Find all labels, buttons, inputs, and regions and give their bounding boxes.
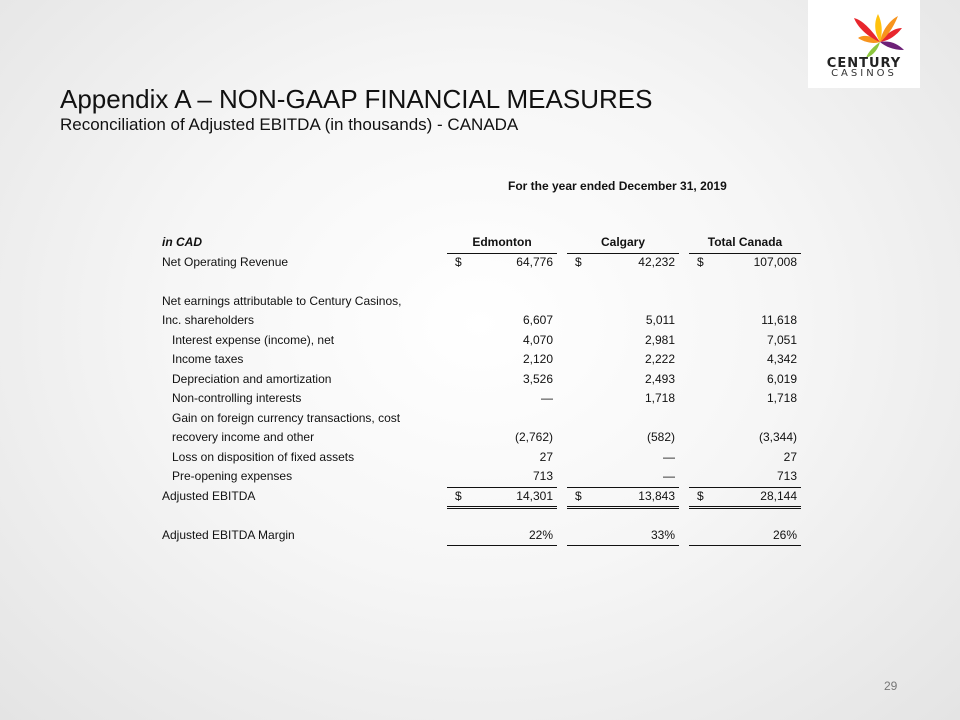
row-label: Depreciation and amortization: [172, 371, 332, 386]
cell-value: 3,526: [522, 371, 553, 386]
cell-value: 64,776: [516, 254, 553, 269]
cell-value: 33%: [650, 527, 675, 542]
cell-value: 11,618: [761, 313, 797, 327]
cell-value: 27: [539, 449, 553, 464]
currency-symbol: $: [575, 254, 582, 269]
cell-value: 107,008: [753, 254, 797, 269]
table-header-row: [162, 233, 802, 253]
cell-value: 713: [776, 469, 797, 483]
table-row-depreciation: [162, 370, 802, 390]
period-heading: For the year ended December 31, 2019: [508, 179, 727, 193]
row-label: Adjusted EBITDA Margin: [162, 527, 295, 542]
cell-value: 713: [532, 469, 553, 483]
logo-wordmark-casinos: CASINOS: [831, 68, 897, 79]
cell-value: 4,342: [766, 352, 797, 366]
row-label: Inc. shareholders: [162, 313, 255, 327]
cell-value: 1,718: [766, 391, 797, 405]
currency-label: in CAD: [162, 235, 202, 249]
cell-value: 2,120: [522, 352, 553, 366]
table-row-adjusted-ebitda: [162, 487, 802, 507]
currency-symbol: $: [575, 488, 582, 503]
cell-value: 42,232: [638, 254, 675, 269]
table-row-gain-fx-line1: [162, 409, 802, 429]
cell-value: 1,718: [644, 391, 675, 405]
cell-value: —: [663, 469, 675, 483]
table-row-loss-disposition: [162, 448, 802, 468]
cell-value: 26%: [772, 527, 797, 542]
cell-value: 2,493: [644, 371, 675, 386]
cell-value: 22%: [528, 527, 553, 542]
currency-symbol: $: [455, 254, 462, 269]
cell-value: 13,843: [638, 488, 675, 503]
ebitda-reconciliation-table: [162, 233, 802, 545]
row-label: Income taxes: [172, 352, 244, 366]
table-row-net-earnings: [162, 311, 802, 331]
table-row-ebitda-margin: [162, 526, 802, 546]
table-row-gain-fx: [162, 428, 802, 448]
row-label: Non-controlling interests: [172, 391, 302, 405]
table-row-preopening: [162, 467, 802, 487]
cell-value: —: [663, 449, 675, 464]
cell-value: (3,344): [758, 430, 797, 444]
cell-value: 28,144: [760, 488, 797, 503]
table-row-net-operating-revenue: [162, 253, 802, 273]
currency-symbol: $: [697, 488, 704, 503]
cell-value: 5,011: [645, 313, 675, 327]
row-label: Net Operating Revenue: [162, 254, 289, 269]
cell-value: (2,762): [514, 430, 553, 444]
column-header-calgary: Calgary: [600, 235, 646, 249]
row-label: Adjusted EBITDA: [162, 488, 256, 503]
logo-wordmark-century: CENTURY: [826, 56, 902, 71]
starburst-logo-icon: [808, 0, 920, 60]
cell-value: 4,070: [522, 332, 553, 347]
cell-value: 7,051: [766, 332, 797, 347]
page-title: Appendix A – NON-GAAP FINANCIAL MEASURES: [60, 84, 653, 114]
row-label: Loss on disposition of fixed assets: [172, 449, 355, 464]
page-subtitle: Reconciliation of Adjusted EBITDA (in thousands) - CANADA: [60, 115, 519, 134]
table-row-noncontrolling: [162, 389, 802, 409]
cell-value: —: [541, 391, 553, 405]
cell-value: 2,222: [644, 352, 675, 366]
row-label: Gain on foreign currency transactions, cost: [172, 410, 401, 425]
cell-value: 27: [783, 449, 797, 464]
cell-value: 2,981: [644, 332, 675, 347]
row-label: Pre-opening expenses: [172, 469, 293, 483]
currency-symbol: $: [697, 254, 704, 269]
century-casinos-logo: [808, 0, 920, 88]
table-row-interest: [162, 331, 802, 351]
column-header-total-canada: Total Canada: [707, 235, 783, 249]
row-label: Net earnings attributable to Century Casinos,: [162, 293, 402, 308]
table-row-income-taxes: [162, 350, 802, 370]
cell-value: 6,019: [766, 371, 797, 386]
row-label: Interest expense (income), net: [172, 332, 335, 347]
cell-value: (582): [646, 430, 675, 444]
row-label: recovery income and other: [172, 430, 315, 444]
cell-value: 14,301: [516, 488, 553, 503]
table-row-net-earnings-line1: [162, 292, 802, 312]
page-number: 29: [884, 679, 898, 693]
column-header-edmonton: Edmonton: [472, 235, 532, 249]
currency-symbol: $: [455, 488, 462, 503]
cell-value: 6,607: [522, 313, 553, 327]
